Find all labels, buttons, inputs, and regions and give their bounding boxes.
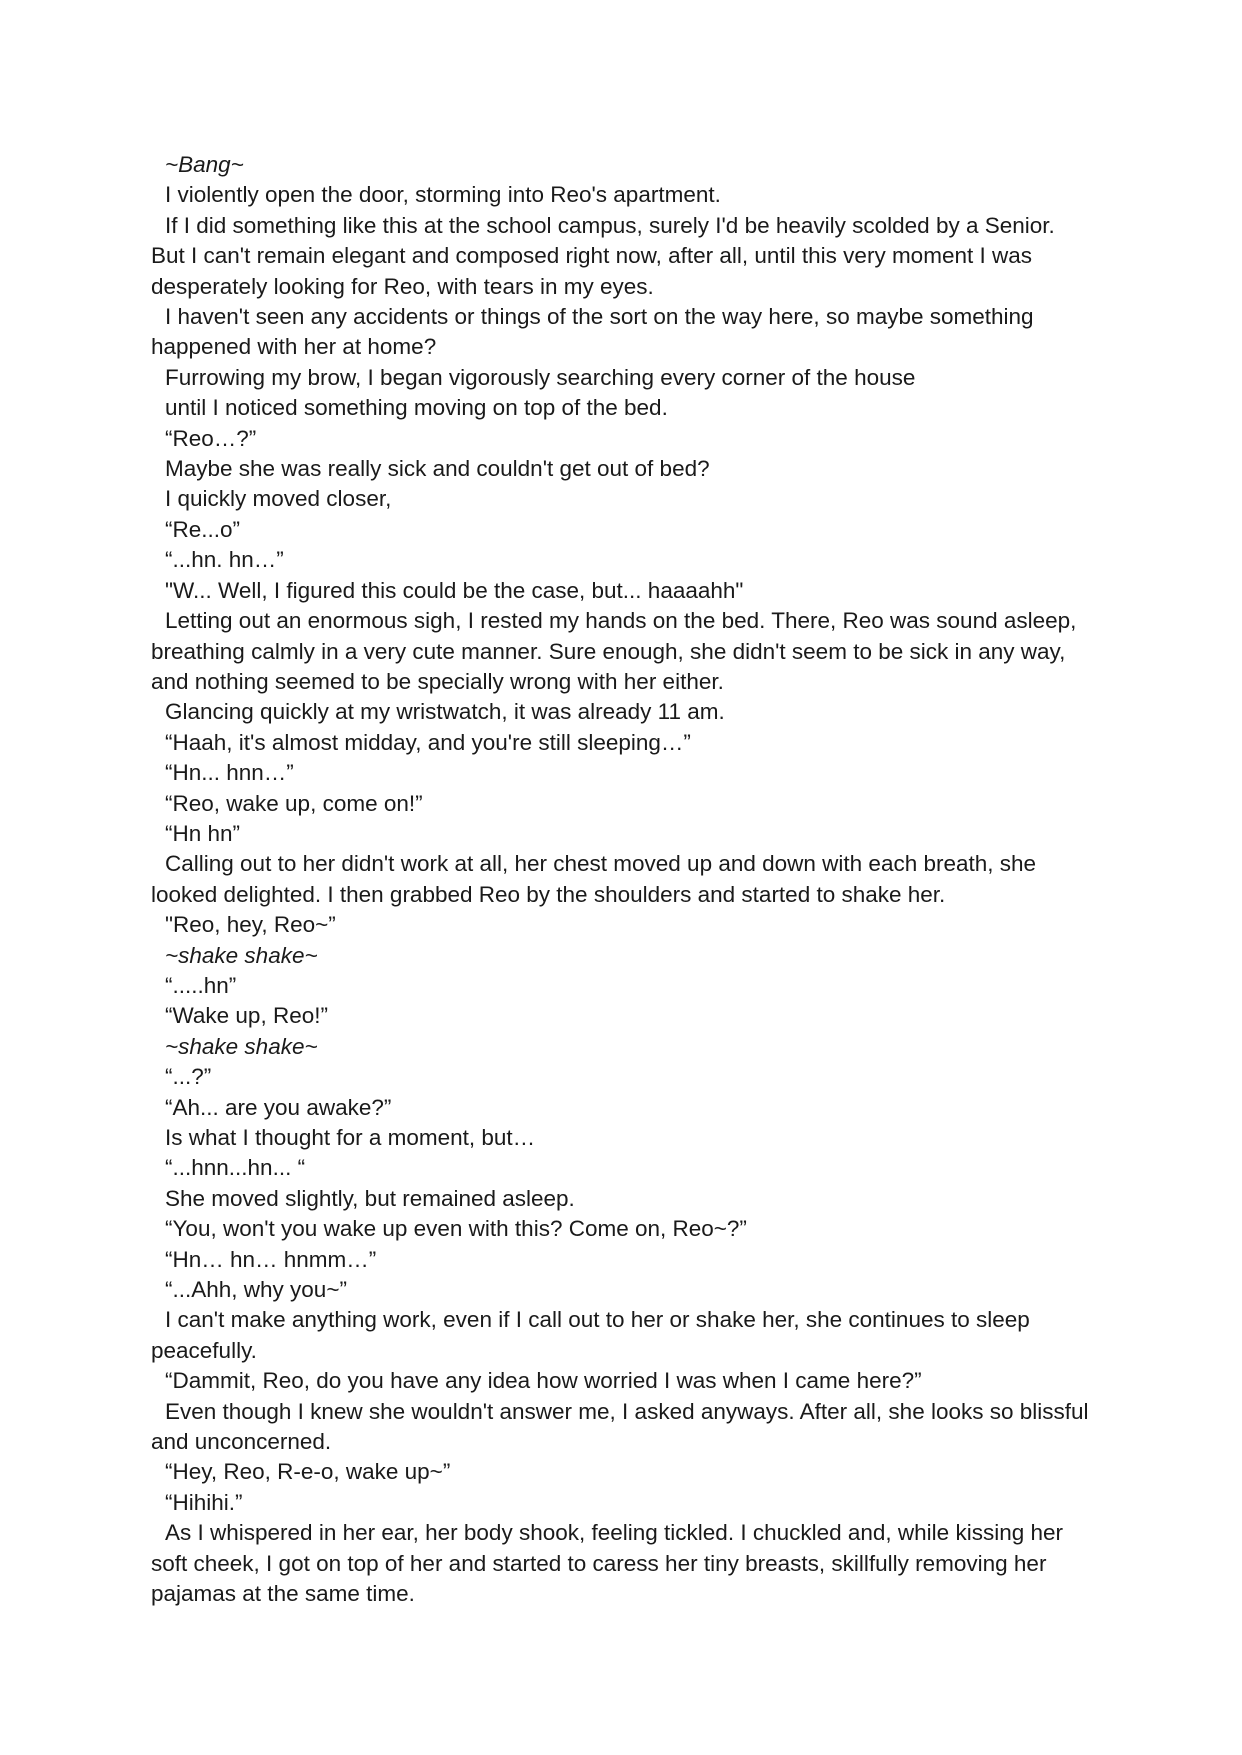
paragraph: I can't make anything work, even if I call out to her or shake her, she continues to sleep peacefully. (151, 1307, 1030, 1363)
paragraph: I quickly moved closer, (165, 486, 392, 512)
paragraph: "Reo, hey, Reo~” (165, 912, 336, 938)
paragraph: “.....hn” (165, 972, 237, 998)
sound-effect-line: ~Bang~ (165, 152, 244, 177)
body-text (151, 150, 1091, 1610)
paragraph: “Re...o” (165, 516, 241, 542)
paragraph: “...hnn...hn... “ (165, 1155, 306, 1181)
paragraph: As I whispered in her ear, her body shook, feeling tickled. I chuckled and, while kissing her soft cheek, I got on top of her and started to caress her tiny breasts, skillfully removing her pajamas at the same time. (151, 1520, 1063, 1607)
paragraph: Is what I thought for a moment, but… (165, 1125, 536, 1150)
paragraph: “You, won't you wake up even with this? Come on, Reo~?” (165, 1216, 747, 1242)
paragraph: “Dammit, Reo, do you have any idea how worried I was when I came here?” (165, 1368, 922, 1394)
paragraph: “Hn… hn… hnmm…” (165, 1246, 377, 1272)
paragraph: “Hn hn” (165, 820, 241, 846)
paragraph: “Hihihi.” (165, 1489, 243, 1515)
paragraph: “Wake up, Reo!” (165, 1003, 328, 1029)
paragraph: If I did something like this at the school campus, surely I'd be heavily scolded by a Senior. But I can't remain elegant and composed right now, after all, until this very moment I was desperately looking for Reo, with tears in my eyes. (151, 212, 1055, 299)
paragraph: “Hn... hnn…” (165, 760, 294, 786)
paragraph: Even though I knew she wouldn't answer me, I asked anyways. After all, she looks so blissful and unconcerned. (151, 1398, 1089, 1455)
paragraph: until I noticed something moving on top of the bed. (165, 395, 668, 421)
paragraph: Letting out an enormous sigh, I rested my hands on the bed. There, Reo was sound asleep, breathing calmly in a very cute manner. Sure enough, she didn't seem to be sick in any way, and nothing seemed to be specially wrong with her either. (151, 608, 1077, 694)
paragraph: Glancing quickly at my wristwatch, it was already 11 am. (165, 699, 725, 725)
sound-effect-line: ~shake shake~ (165, 942, 318, 968)
sound-effect-line: ~shake shake~ (165, 1033, 318, 1059)
paragraph: Maybe she was really sick and couldn't get out of bed? (165, 456, 710, 482)
paragraph: I haven't seen any accidents or things of the sort on the way here, so maybe something happened with her at home? (151, 304, 1034, 360)
paragraph: I violently open the door, storming into Reo's apartment. (165, 182, 721, 208)
paragraph: “Ah... are you awake?” (165, 1094, 392, 1120)
paragraph: “...Ahh, why you~” (165, 1277, 347, 1303)
paragraph: Calling out to her didn't work at all, her chest moved up and down with each breath, she looked delighted. I then grabbed Reo by the shoulders and started to shake her. (151, 851, 1037, 907)
paragraph: “...?” (165, 1064, 212, 1090)
paragraph: “Haah, it's almost midday, and you're still sleeping…” (165, 729, 691, 755)
paragraph: “...hn. hn…” (165, 547, 284, 573)
paragraph: “Hey, Reo, R-e-o, wake up~” (165, 1459, 451, 1485)
paragraph: “Reo, wake up, come on!” (165, 790, 423, 816)
paragraph: She moved slightly, but remained asleep. (165, 1185, 575, 1211)
paragraph: "W... Well, I figured this could be the case, but... haaaahh" (165, 577, 744, 603)
paragraph: “Reo…?” (165, 425, 257, 451)
paragraph: Furrowing my brow, I began vigorously searching every corner of the house (165, 364, 916, 390)
